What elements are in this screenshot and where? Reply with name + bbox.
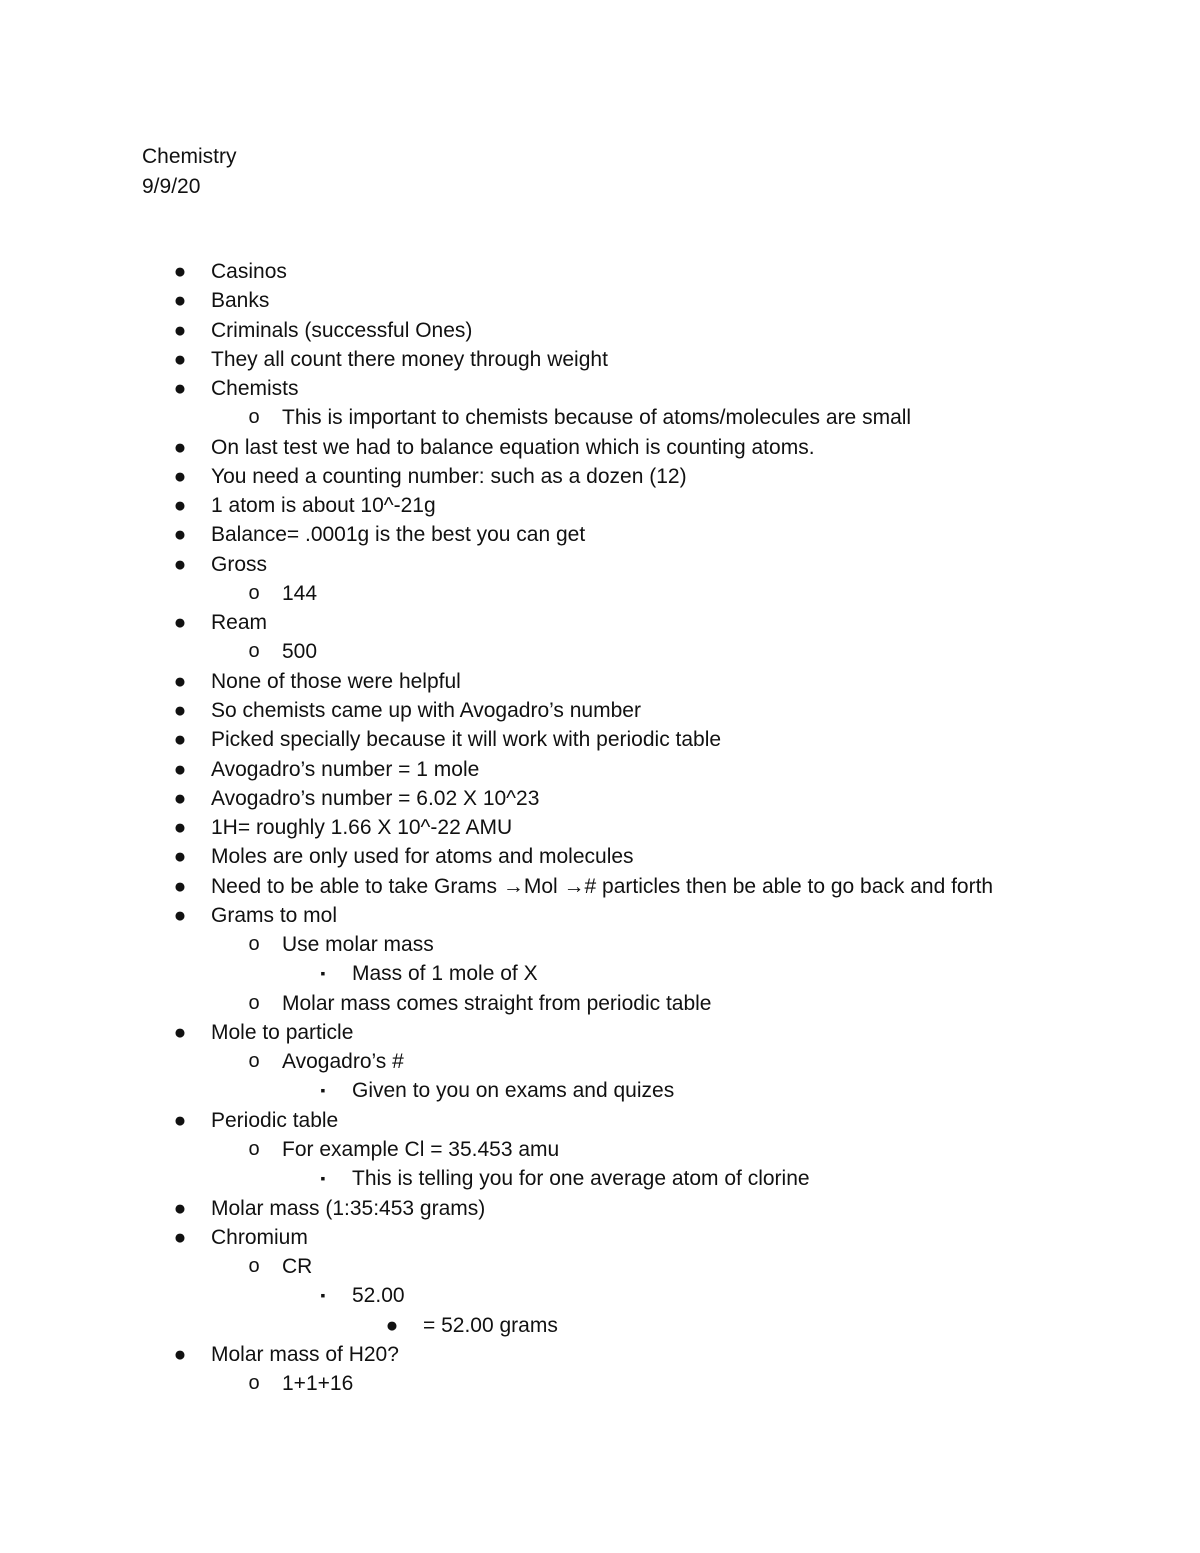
list-item-text: = 52.00 grams <box>423 1313 558 1337</box>
list-item-text: This is telling you for one average atom of clorine <box>352 1167 810 1191</box>
bullet-level-1-icon: ● <box>173 464 187 488</box>
list-item-text: CR <box>282 1255 313 1279</box>
bullet-level-2-icon: o <box>248 933 260 956</box>
bullet-level-1-icon: ● <box>173 845 187 869</box>
list-item-text: 144 <box>282 581 318 605</box>
bullet-level-1-icon: ● <box>173 1020 187 1044</box>
list-item-text: Given to you on exams and quizes <box>352 1079 675 1103</box>
list-item <box>0 872 1200 901</box>
bullet-level-1-icon: ● <box>173 728 187 752</box>
list-item <box>0 1164 1200 1193</box>
list-item <box>0 286 1200 315</box>
bullet-level-1-icon: ● <box>173 1342 187 1366</box>
list-item <box>0 842 1200 871</box>
bullet-level-3-icon: ▪ <box>320 1287 326 1304</box>
list-item <box>0 696 1200 725</box>
bullet-level-1-icon: ● <box>173 347 187 371</box>
list-item-text: Molar mass of H20? <box>211 1342 399 1366</box>
list-item <box>0 813 1200 842</box>
list-item-text: Casinos <box>211 260 287 283</box>
bullet-level-1-icon: ● <box>173 903 187 927</box>
notes-list <box>0 257 1200 1398</box>
list-item <box>0 1047 1200 1076</box>
bullet-level-1-icon: ● <box>173 377 187 401</box>
list-item-text: Picked specially because it will work with periodic table <box>211 728 722 752</box>
list-item-text: 500 <box>282 640 318 664</box>
list-item <box>0 1340 1200 1369</box>
list-item <box>0 1106 1200 1135</box>
list-item-text: This is important to chemists because of atoms/molecules are small <box>282 406 912 430</box>
list-item <box>0 520 1200 549</box>
list-item-text: 1 atom is about 10^-21g <box>211 494 436 518</box>
list-item <box>0 1311 1200 1340</box>
bullet-level-1-icon: ● <box>173 1225 187 1249</box>
list-item <box>0 667 1200 696</box>
list-item-text: 52.00 <box>352 1284 405 1308</box>
list-item-text: Moles are only used for atoms and molecules <box>211 845 634 869</box>
bullet-level-2-icon: o <box>248 1050 260 1073</box>
list-item <box>0 403 1200 432</box>
list-item <box>0 1018 1200 1047</box>
list-item <box>0 901 1200 930</box>
bullet-level-1-icon: ● <box>173 552 187 576</box>
list-item <box>0 579 1200 608</box>
list-item <box>0 930 1200 959</box>
list-item <box>0 755 1200 784</box>
list-item-text: They all count there money through weight <box>211 347 608 371</box>
list-item-text: Chemists <box>211 377 299 401</box>
document-header <box>142 142 237 202</box>
list-item <box>0 316 1200 345</box>
bullet-level-1-icon: ● <box>173 318 187 342</box>
bullet-level-1-icon: ● <box>173 786 187 810</box>
list-item <box>0 462 1200 491</box>
bullet-level-2-icon: o <box>248 406 260 429</box>
list-item-text: For example Cl = 35.453 amu <box>282 1137 560 1161</box>
list-item <box>0 1252 1200 1281</box>
bullet-level-1-icon: ● <box>173 1108 187 1132</box>
list-item-text: Ream <box>211 611 268 635</box>
list-item <box>0 433 1200 462</box>
list-item-text: Molar mass comes straight from periodic table <box>282 991 712 1015</box>
list-item <box>0 345 1200 374</box>
list-item <box>0 1076 1200 1105</box>
bullet-level-2-icon: o <box>248 1372 260 1395</box>
bullet-level-1-icon: ● <box>173 757 187 781</box>
list-item-text: Molar mass (1:35:453 grams) <box>211 1196 486 1220</box>
bullet-level-4-icon: ● <box>385 1313 399 1337</box>
bullet-level-1-icon: ● <box>173 523 187 547</box>
bullet-level-1-icon: ● <box>173 698 187 722</box>
bullet-level-2-icon: o <box>248 1137 260 1160</box>
list-item-text: Banks <box>211 289 270 313</box>
list-item <box>0 1281 1200 1310</box>
list-item <box>0 491 1200 520</box>
list-item-text: Periodic table <box>211 1108 339 1132</box>
list-item-text: Use molar mass <box>282 933 434 957</box>
bullet-level-1-icon: ● <box>173 435 187 459</box>
bullet-level-1-icon: ● <box>173 1196 187 1220</box>
list-item-text: Mass of 1 mole of X <box>352 962 538 986</box>
bullet-level-1-icon: ● <box>173 260 187 283</box>
list-item <box>0 550 1200 579</box>
list-item <box>0 725 1200 754</box>
list-item <box>0 1223 1200 1252</box>
list-item-text: 1H= roughly 1.66 X 10^-22 AMU <box>211 816 513 840</box>
list-item-text: Criminals (successful Ones) <box>211 318 473 342</box>
list-item-text: So chemists came up with Avogadro’s number <box>211 698 641 722</box>
bullet-level-1-icon: ● <box>173 874 187 898</box>
bullet-level-3-icon: ▪ <box>320 1170 326 1187</box>
document-date: 9/9/20 <box>142 175 201 198</box>
list-item <box>0 1135 1200 1164</box>
list-item-text: Grams to mol <box>211 903 338 927</box>
bullet-level-2-icon: o <box>248 991 260 1014</box>
bullet-level-2-icon: o <box>248 1255 260 1278</box>
bullet-level-1-icon: ● <box>173 494 187 518</box>
list-item <box>0 784 1200 813</box>
bullet-level-2-icon: o <box>248 581 260 604</box>
list-item-text: On last test we had to balance equation which is counting atoms. <box>211 435 815 459</box>
list-item <box>0 1194 1200 1223</box>
bullet-level-3-icon: ▪ <box>320 1082 326 1099</box>
list-item-text: Balance= .0001g is the best you can get <box>211 523 586 547</box>
list-item-text: Avogadro’s number = 1 mole <box>211 757 480 781</box>
list-item-text: You need a counting number: such as a dozen (12) <box>211 464 687 488</box>
list-item <box>0 637 1200 666</box>
bullet-level-1-icon: ● <box>173 816 187 840</box>
list-item-text: Avogadro’s number = 6.02 X 10^23 <box>211 786 540 810</box>
list-item-text: Mole to particle <box>211 1020 354 1044</box>
document-title: Chemistry <box>142 145 237 168</box>
bullet-level-1-icon: ● <box>173 611 187 635</box>
list-item <box>0 374 1200 403</box>
list-item-text: Chromium <box>211 1225 308 1249</box>
list-item-text: Gross <box>211 552 268 576</box>
list-item <box>0 959 1200 988</box>
bullet-level-3-icon: ▪ <box>320 965 326 982</box>
bullet-level-2-icon: o <box>248 640 260 663</box>
bullet-level-1-icon: ● <box>173 669 187 693</box>
list-item-text: None of those were helpful <box>211 669 461 693</box>
list-item <box>0 989 1200 1018</box>
list-item-text: 1+1+16 <box>282 1372 354 1396</box>
list-item <box>0 257 1200 286</box>
list-item <box>0 608 1200 637</box>
list-item <box>0 1369 1200 1398</box>
list-item-text: Need to be able to take Grams →Mol →# particles then be able to go back and forth <box>211 874 994 898</box>
list-item-text: Avogadro’s # <box>282 1050 404 1074</box>
bullet-level-1-icon: ● <box>173 289 187 313</box>
